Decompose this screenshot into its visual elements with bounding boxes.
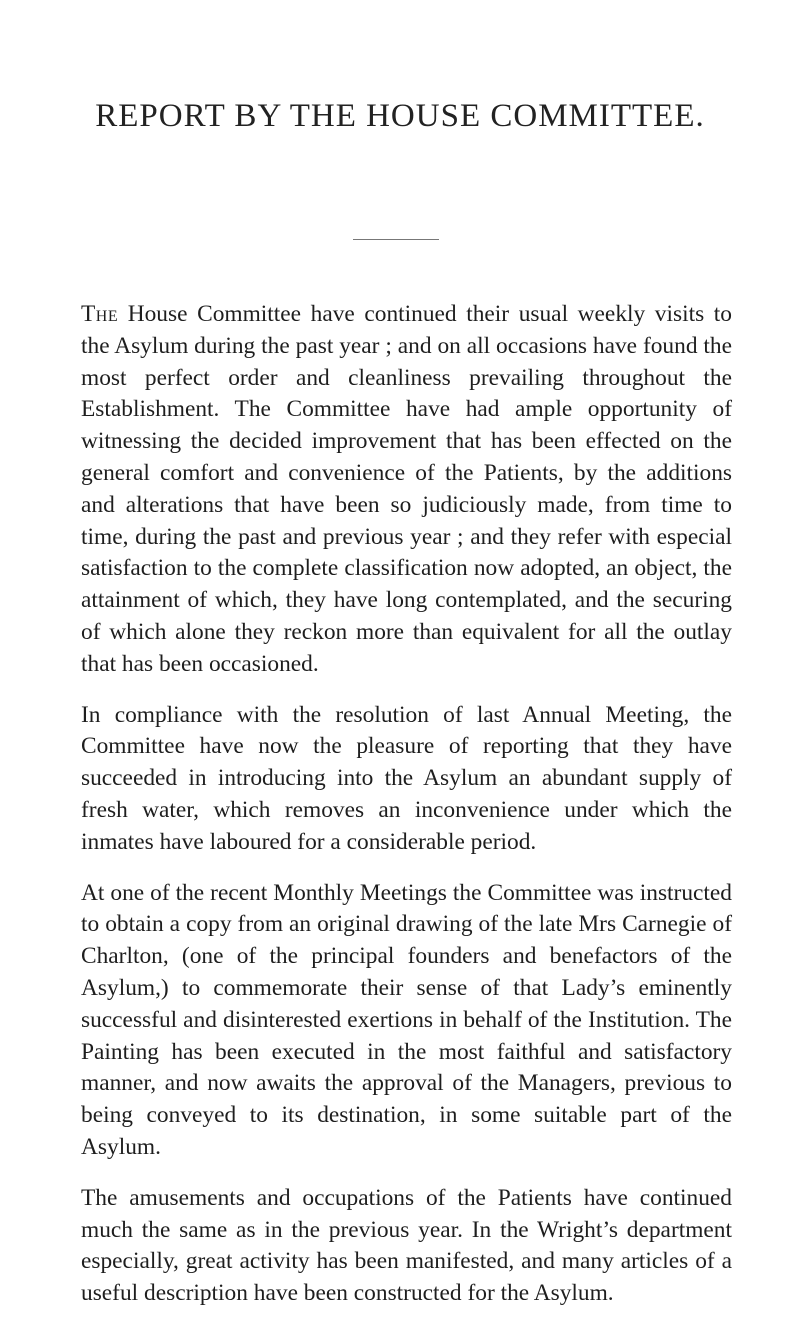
paragraph-3 (81, 878, 732, 1164)
paragraph-2 (81, 700, 732, 859)
paragraph-text: In compliance with the resolution of last Annual Meeting, the Committee have now the pleasure of reporting that they have succeeded in introducing into the Asylum an abundant supply of fresh water, which removes an inconvenience under which the inmates have laboured for a considerable period. (81, 701, 732, 855)
page-title: REPORT BY THE HOUSE COMMITTEE. (95, 98, 705, 134)
paragraph-text: House Committee have continued their usual weekly visits to the Asylum during the past year ; and on all occasions have found the most perfect order and cleanliness prevailing throughout the Establishment. The Committee have had ample opportunity of witnessing the decided improvement that has been effected on the general comfort and convenience of the Patients, by the additions and alterations that have been so judiciously made, from time to time, during the past and previous year ; and they refer with especial satisfaction to the complete classification now adopted, an object, the attainment of which, they have long contemplated, and the securing of which alone they reckon more than equivalent for all the outlay that has been occasioned. (81, 301, 732, 677)
paragraph-text: At one of the recent Monthly Meetings the Committee was instructed to obtain a copy from an original drawing of the late Mrs Carnegie of Charlton, (one of the principal founders and benefactors of the Asylum,) to commemorate their sense of that Lady’s eminently successful and disinterested exertions in behalf of the Institution. The Painting has been executed in the most faithful and satisfactory manner, and now awaits the approval of the Managers, previous to being conveyed to its destination, in some suitable part of the Asylum. (81, 879, 732, 1160)
paragraph-4 (81, 1183, 732, 1310)
title-divider (353, 239, 439, 240)
paragraph-text: The amusements and occupations of the Patients have continued much the same as in the previous year. In the Wright’s department especially, great activity has been manifested, and many articles of a useful description have been constructed for the Asylum. (81, 1184, 732, 1307)
paragraph-lead-word: The (81, 301, 119, 327)
paragraph-1 (81, 299, 732, 681)
report-body (81, 299, 732, 1310)
